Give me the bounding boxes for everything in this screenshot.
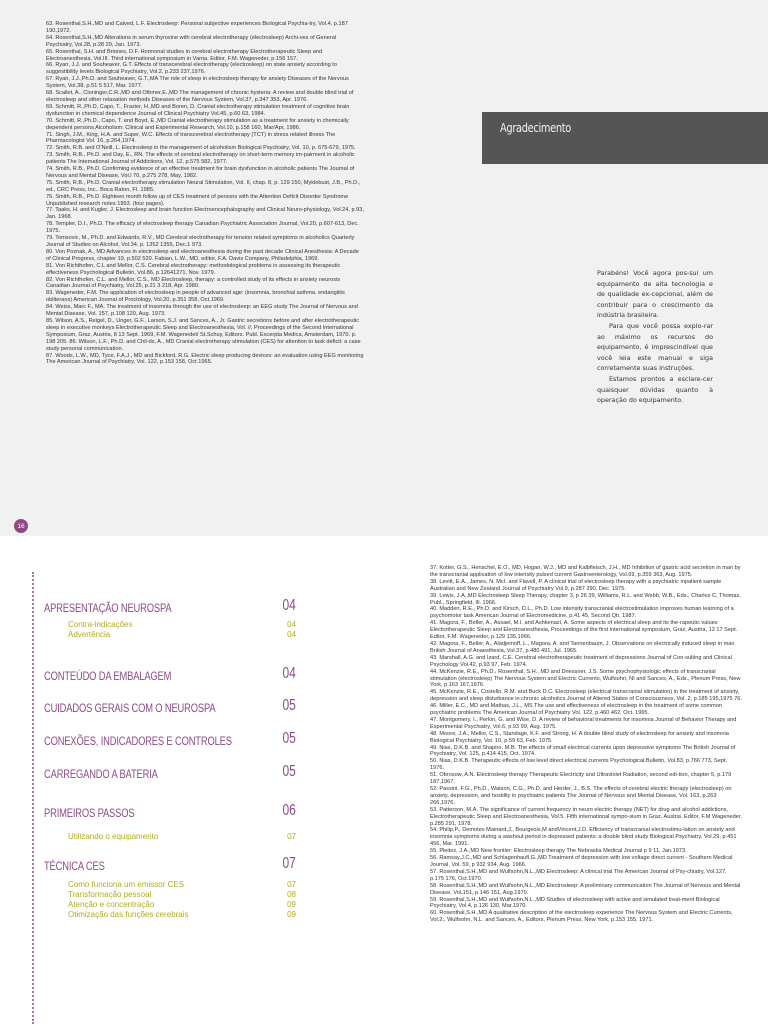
toc-subentry[interactable]	[68, 620, 296, 630]
toc-subentry-page: 08	[287, 890, 296, 899]
reference-entry: 63. Rosenthal,S.H.,MD and Calved, L.F. Electrosleep: Personal subjective experiences Biological Psychia-try, Vol.4, p.187 190,1972.	[46, 21, 348, 34]
reference-entry: 60. Rosenthal,S.H.,MD A qualitative description of the electrosleep experience The Nervous System and Electric Currents, Vol.2., Wulfsohn, N.L. and Sances, A., Editors, Plenum Press, New York, p.153 155, 1971.	[430, 910, 733, 924]
reference-entry: 56. Ramsay,J.C.,MD and Schlagenhaufl,G.,MD Treatment of depression with low voltage direct current - Southern Medical Journal, Vol. 59, p 932 934, Aug. 1966.	[430, 855, 733, 868]
reference-entry: 84. Weiss, Marc F., MA. The treatment of insomnia through the use of electrosleep: an EEG study The Journal of Nervous and Mental Disease, Vol. 157, p.108 120, Aug. 1973.	[46, 304, 358, 318]
reference-entry: 44. McKenzie, R.E., Ph.D., Rosenthal, S.H., MD and Driessner, J.S. Some psychophysiologic effects of transcranial stimulation (electrosleep) The Nervous System and Electric Currents, Wulfsohn, NI and Sances, A., Eds., Plenum Press, New York, p.163 167,1976.	[430, 668, 741, 689]
reference-entry: 43. Marshall, A.G. and Izard, C.E. Cerebral electrotherapeutic treatment of depressions Journal of Con-sulting and Clinical Psychology Vol.42, p.93 97, Feb. 1974.	[430, 654, 732, 668]
reference-entry: 68. Scallet, A., Cloninger,C.R.,MD and Othmer,E.,MD The management of chronic hysteria: A review and double blind trial of electrosleep and other relaxation methods Diseases of the Nervous System, Vol.37, p.347 353, Apr. 1976.	[46, 90, 354, 103]
toc-subentry[interactable]	[68, 832, 296, 842]
toc-entry-page: 06	[282, 802, 296, 819]
toc-entry[interactable]	[44, 800, 296, 820]
toc-entry[interactable]	[44, 663, 296, 683]
references-list-top	[46, 21, 364, 366]
toc-entry[interactable]	[44, 761, 296, 781]
toc-entry-title: CUIDADOS GERAIS COM O NEUROSPA	[44, 701, 216, 715]
reference-entry: 47. Montgomery, I., Perkin, G. and Wise, D. A review of behavioral treatments for insomnia Journal of Behavior Therapy and Experimental Psychiatry, Vol.6, p.93 99, Aug. 1975.	[430, 716, 737, 730]
toc-entry-page: 04	[282, 597, 296, 614]
reference-entry: 37. Kotter, G.S., Henschel, E.O., MD, Hogan, W.J., MD and Kalbfleisch, J.H., MD Inhibition of gastric acid secretion in man by the transcranial application of low intensity pulsed current Gastroenterology, Vol.69, p.359 363, Aug. 1975.	[430, 565, 741, 578]
toc-subentry[interactable]	[68, 880, 296, 890]
reference-entry: 81. Von Richthofen, C.L and Mellor, C.S. Cerebral electrotherapy: methodological problems in assessing its therapeutic effectiveness Psychological Bulletin, Vol.86, p.12641271, Nov. 1979.	[46, 262, 341, 276]
toc-entry-page: 05	[282, 763, 296, 780]
reference-entry: 51. Obrosow, A.N. Electrosleep therapy Therapeutic Electricity and Ultraviolet Radiation, second edi-tion, chapter 5, p.179 187,1967.	[430, 772, 732, 786]
toc-subentry[interactable]	[68, 630, 296, 640]
reference-entry: 79. Tomsovic, M., Ph.D. and Edwards, R.V., MD Cerebral electrotherapy for tension related symptoms in alcoholics Quarterly Journal of Studies on Alcohol, Vol.34. p. 1352 1355, Dec.1 973.	[46, 235, 355, 248]
toc-subentry-title: Utilizando o equipamento	[68, 832, 159, 841]
reference-entry: 55. Pleitez, J.A.,MD New frontier: Electrosleep therapy The Nebraska Medical Journal p 9 11, Jan.1973.	[430, 848, 687, 855]
reference-entry: 76. Smith, R.B., Ph.D. Eighteen month follow up of CES treatment of persons with the Attention Deficit Disorder Syndrome Unpublished research notes 1993. (four pages).	[46, 193, 349, 207]
reference-entry: 78. Templer, D.I., Ph.D. The efficacy of electrosleep therapy Canadian Psychiatric Association Journal, Vol.20, p.607-613, Dec. 1975.	[46, 221, 359, 235]
reference-entry: 65. Rosenthal, S.H. and Briones, D.F. Hormonal studies in cerebral electrotherapy Electrotherapeutic Sleep and Electroanesthesia, Vol.III. Third international symposium in Varna. Editor, F.M. Wageneder, p.156 157.	[46, 48, 323, 62]
toc-subentry-page: 04	[287, 630, 296, 639]
toc-entry-page: 04	[282, 665, 296, 682]
toc-subentry-page: 09	[287, 900, 296, 909]
reference-entry: 40. Madden, R.E., Ph.D. and Kirsch, D.L., Ph.D. Low intensity transcranial electrostimulation improves human learning of a psychomotor task American Journal of Electromedicine, p.41 45, Second Qtr. 1987.	[430, 606, 734, 620]
reference-entry: 66. Ryan, J.J. and Souheaver, G.T. Effects of transcerebral electrotherapy (electrosleep) on state anxiety according to suggestibility levels Biological Psychiatry, Vol.2, p.233 237,1976.	[46, 62, 337, 76]
dotted-margin-line	[32, 572, 34, 1024]
reference-entry: 77. Taaks, H. and Kugler, J. Electrosleep and brain function Electroencephalography and Clinical Neuro-physiology, Vol.24, p.93, Jan. 1968.	[46, 207, 364, 221]
toc-entry-title: APRESENTAÇÃO NEUROSPA	[44, 601, 172, 615]
reference-entry: 54. Philip,P., Demotes Mainard,J., Bourgeois,M andVincent,J.D. Efficiency of transcranial electrostimu-lation on anxiety and insomnia symptoms during a washout period in depressed patients: a double blind study Biological Psychiatry, Vol.29, p.451 456, Mar. 1991.	[430, 827, 737, 848]
toc-entry-title: CARREGANDO A BATERIA	[44, 767, 158, 781]
reference-entry: 69. Schmitt, R.,Ph.D, Capo, T., Frazier, H.,MD and Boren, D. Cranial electrotherapy stimulation treatment of cognitive brain dysfunction in chemical dependence Journal of Clinical Psychiatry Vol.45, p.60 63, 1984.	[46, 103, 350, 117]
toc-subentry-title: Como funciona um emissor CES	[68, 880, 185, 889]
reference-entry: 53. Patterson, M.A. The significance of current frequency in neuro electric therapy (NET) for drug and alcohol addictions, Electrotherapeutic Sleep and Electroanesthesia, Vol.5. Fifth international sympo-sium in Graz, Austria. Editor, F.M Wageneder, p.285 291, 1978.	[430, 806, 742, 827]
toc-subentry-page: 09	[287, 910, 296, 919]
toc-entry-page: 05	[282, 730, 296, 747]
reference-entry: 87. Woods, L.W., MD, Tyce, F.A.J., MD and Bickford, R.G. Electric sleep producing devices: an evaluation using EEG monitoring The American Journal of Psychiatry, Vol. 122, p.153 158, Oct.1965.	[46, 352, 364, 366]
agradecimento-paragraph: Estamos prontos a esclare-cer quaisquer dúvidas quanto à operação do equipamento.	[597, 374, 713, 405]
reference-entry: 83. Wageneder, F.M. The application of electrosleep in people of advanced age: (insomnia, bronchial asthma. endangiitis obliterans) American Journal of Proctology, Vol.20, p.351 358, Oct.1969.	[46, 290, 345, 304]
reference-entry: 80. Von Poznak, A., MD Advances in electrosleep and electroanesthesia during the past decade Clinical Anesthesia: A Decade of Clinical Progress, chapter 19, p.502 520. Fabian, L.W., MD, editor, F.A. Davis Company, Philadelphia, 1969.	[46, 248, 359, 262]
reference-entry: 75. Smith, R.B., Ph.D. Cranial electrotherapy stimulation Neural Stimulation, Vol. II, chap. 8, p. 129 150, Myklebust, J.B., Ph.D., ed., CRC Press, Inc.. Boca Raton, FI. 1985.	[46, 179, 361, 193]
reference-entry: 85. Wilson, A.S., Reigel, D., Unger, G.F., Larson, S.J. and Sances, A., Jr. Gastric secretions before and after electrotherapeutic sleep in executive monkeys Electrotherapeutic Sleep and Electroanesthesia, Vol. //, Proceedings of the Second International Symposium, Graz, Austria, 8 13 Sept. 1969, F.M. Wagenedet/ St.Schuy, Editors. Publ. Excerpta Medica, Amsterdam, 1970. p. 198 205. 86. Wilson, L.F., Ph.D. and Chil-ds, A., MD Cranial electrotherapy stimulation (CES) for attention to task deficit: a case study personal communication.	[46, 317, 361, 352]
reference-entry: 49. Nias, D.K.B. and Shapiro, M.B. The effects of small electrical currents upon depressive symptoms The British Journal of Psychiatry, Vol. 125, p.414 415, Oct. 1974.	[430, 744, 736, 758]
reference-entry: 41. Magora, F., Beller, A., Assael, M.I. and Ashkenazi, A. Some aspects of electrical sleep and its the-rapeutic values Electrotherapeutic Sleep and Electroanesthesia, Proceedings of the first international symposium, Graz, Austria, 12 17 Sept. Editor, F.M. Wageneder, p.129 135,1966.	[430, 620, 738, 641]
reference-entry: 42. Magora, F., Beller, A., Aladjemoff, L., Magora, A. and Tannenbaum, J. Observations on electrically induced sleep in man British Journal of Anaesthesia, Vol.37, p.480 491, Jul. 1965.	[430, 640, 735, 654]
agradecimento-title: Agradecimento	[500, 121, 571, 135]
toc-subentry-page: 07	[287, 832, 296, 841]
reference-entry: 59. Rosenthal,S.H.,MD and Wulfsohn,N.L.,MD Studies of electrosleep with active and simulated treat-ment Biological Psychiatry, Vol.4, p.126 130, Mar.1970.	[430, 896, 720, 910]
toc-entry-title: CONEXÕES, INDICADORES E CONTROLES	[44, 734, 232, 748]
reference-entry: 71. Singh, J.M., King, H.A. and Super, W.C. Effects of transcerebral electrotherapy (TCT) in stress related illness The Pharmacologist Vol. 16, p.264,1974.	[46, 131, 336, 145]
toc-entry[interactable]	[44, 728, 296, 748]
reference-entry: 64. Rosenthal,S.H.,MD Alterations in serum thyroxine with cerebral electrotherapy (electrosleep) Archi-ves of General Psychiatry, Vol.28, p.28 29, Jan. 1973.	[46, 34, 337, 48]
reference-entry: 52. Passini, F.G., Ph.D., Watson, C.G., Ph.D. and Herder, J., B.S. The effects of cerebral electric therapy (electrosleep) on anxiety, depression, and hostility in psychiatric patients The Journal of Nervous and Mental Disease, Vol. 163, p.263 266,1976.	[430, 786, 732, 806]
reference-entry: 48. Moore, J.A., Mellor, C.S., Standage, K.F. and Strong, H. A double blind study of electrosleep for anxiety and insomnia Biological Psychiatry, Vol. 10, p.59 63, Feb. 1975.	[430, 730, 729, 744]
toc-subentry-page: 07	[287, 880, 296, 889]
reference-entry: 50. Nias, D.K.B. Therapeutic effects of low level direct electrical currents Psychological Bulletin, Vol.83, p.766 773, Sept. 1976.	[430, 758, 728, 772]
toc-entry[interactable]	[44, 695, 296, 715]
toc-subentry-title: Advertência	[68, 630, 111, 639]
reference-entry: 74. Smith, R.B., Ph.D. Confirming evidence of an effective treatment for brain dysfunction in alcoholic patients The Journal of Nervous and Mental Disease, Vol.l 70, p.275 278, May, 1982.	[46, 166, 355, 179]
toc-entry-title: PRIMEIROS PASSOS	[44, 806, 135, 820]
toc-subentry-title: Contra-indicações	[68, 620, 133, 629]
reference-entry: 82. Von Richthofen, C.L. and Mellor, C.S., MD Electrosleep, therapy: a controlled study of its effects in anxiety neurosis Canadian Journal of Psychiatry, Vol.25, p.21 3 218, Apr. 1980.	[46, 276, 341, 290]
toc-entry-title: CONTEÚDO DA EMBALAGEM	[44, 669, 172, 683]
reference-entry: 57. Rosenthal,S.H.,MD and Wulfsohn,N.L.,MD Electrosleep: A clinical trial The American Journal of Psy-chiatry, Vol.127, p.175 176, Oct.1970.	[430, 868, 727, 882]
agradecimento-text	[597, 268, 713, 406]
reference-entry: 73. Smith, R.B., Ph.D. and Day, E., RN. The effects of cerebral electrotherapy on short-term memory im-pairment in alcoholic patients The International Journal of Addictions, Vol. 12, p.575 582, 1977.	[46, 152, 355, 166]
reference-entry: 39. Lewis, J.A.,MD Electrosleep Sleep Therapy, chapter 3, p 26 39, Williams, R.L. and Webb, W.B., Eds., Charles C. Thomas, Publ., Springfield, Ill. 1966.	[430, 592, 741, 606]
agradecimento-paragraph: Para que você possa explo-rar ao máximo os recursos do equipamento, é imprescindível que você leia este manual e siga corretamente suas instruções.	[597, 321, 713, 373]
toc-entry[interactable]	[44, 853, 296, 873]
reference-entry: 58. Rosenthal,S.H.,MD and Wulfsohn,N.L.,MD Electrosleep: A preliminary communication The Journal of Nervous and Mental Disease, Vol.151, p.146 151, Aug.1970.	[430, 882, 741, 896]
toc-subentry[interactable]	[68, 890, 296, 900]
toc-subentry-title: Otimização das funções cerebrais	[68, 910, 189, 919]
toc-entry-page: 07	[282, 855, 296, 872]
reference-entry: 38. Levitt, E.A., James, N. McI. and Flavell, P. A clinical trial of electrosleep therapy with a psychiatric inpatient sample Australian and New Zealand Journal of Psychiatry Vol.9, p.287 290, Dec. 1975.	[430, 578, 722, 592]
toc-subentry-page: 04	[287, 620, 296, 629]
page-number-badge: 16	[14, 519, 28, 533]
references-list-bottom	[430, 565, 742, 924]
toc-entry-page: 05	[282, 697, 296, 714]
reference-entry: 67. Ryan, J.J.,Ph.D. and Souheaver, G.T.,MA The role of sleep in electrosleep therapy for anxiety Diseases of the Nervous System, Vol.38, p.51 5 517, Mar. 1977.	[46, 76, 349, 90]
reference-entry: 45. McKenzie, R.E., Costello, R.M. and Buck D.C. Electrosleep (electrical transcranial stimulation) in the treatment of anxiety, depression and sleep disturbance in chronic alcoholics Journal of Altered States of Consciousness, Vol. 2, p.185 195,1975 76.	[430, 689, 742, 703]
toc-subentry-title: Atenção e concentração	[68, 900, 155, 909]
toc-subentry[interactable]	[68, 900, 296, 910]
agradecimento-header	[482, 112, 768, 164]
toc-entry-title: TÉCNICA CES	[44, 859, 105, 873]
reference-entry: 46. Miller, E.C., MD and Mathas, J.L., MS The use and effectiveness of electrosleep in the treatment of some common psychiatric problems The American Journal of Psychiatry Vol. 122, p.460 462, Oct. 1965.	[430, 703, 723, 717]
agradecimento-paragraph: Parabéns! Você agora pos-sui um equipamento de alta tecnologia e de qualidade ex-cepcional, além de contribuir para o crescimento da indústria brasileira.	[597, 269, 713, 320]
toc-entry[interactable]	[44, 595, 296, 615]
toc-subentry[interactable]	[68, 910, 296, 920]
reference-entry: 70. Schmitt, R.,Ph.D., Capo, T. and Boyd, E.,MD Cranial electrotherapy stimulation as a treatment for anxiety in chemically dependent persons Alcoholism: Clinical and Experimental Research, Vol.10, p.158 160, Mar/Apr, 1986.	[46, 117, 349, 131]
toc-subentry-title: Transformação pessoal	[68, 890, 152, 899]
reference-entry: 72. Smith, R.B. and O'Neill, L. Electrosleep in the management of alcoholism Biological Psychiatry, Vol. 10, p. 675-679, 1975.	[46, 145, 356, 152]
